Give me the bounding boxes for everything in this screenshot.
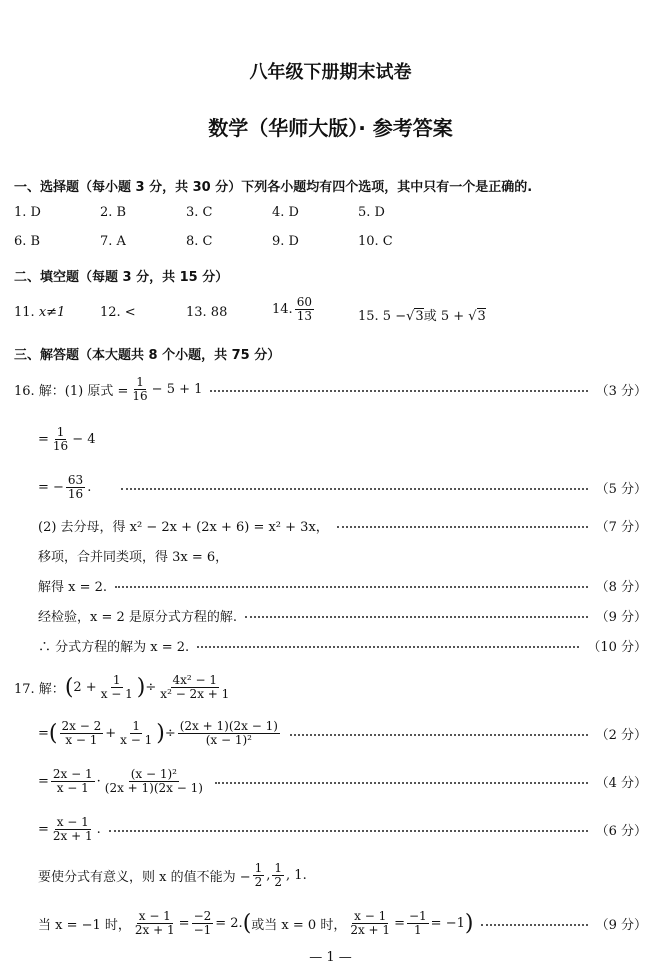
q17-line3: = $\frac{2x - 1}{x - 1}$ · $\frac{\text{(x − 1)²}}{(2x + 1)(2x - 1)}$ （4 分） [38,766,647,795]
answer-13: 13. 88 [186,305,228,320]
answer-9: 9. D [272,234,299,249]
answer-1: 1. D [14,205,41,220]
answer-4: 4. D [272,205,299,220]
section3-heading: 三、解答题（本大题共 8 个小题，共 75 分） [14,348,281,363]
leader-dots [210,390,587,392]
q16-line4: (2) 去分母，得 x² − 2x + (2x + 6) = x² + 3x， （7 分） [38,519,647,535]
answer-14 [272,296,316,322]
q17-line5: 要使分式有意义，则 x 的值不能为 − $\frac{1}{2}$ , $\frac{1}{2}$ , 1. [38,860,307,889]
q17-line1: 17. 解： ( 2 + $\frac{1}{x - 1}$ ) ÷ $\frac{\text{4x² − 1}}{\text{x² − 2x + 1}}$ [14,672,230,701]
answer-11-label: 11. [14,305,35,320]
answer-12: 12. < [100,305,136,320]
answer-8: 8. C [186,234,213,249]
q16-line3: = − $\frac{63}{16}$ . （5 分） [38,472,647,501]
page-number: — 1 — [309,950,352,965]
answer-2: 2. B [100,205,127,220]
q16-line6: 解得 x = 2. （8 分） [38,579,647,595]
answer-3: 3. C [186,205,213,220]
answer-5: 5. D [358,205,385,220]
answer-14-label: 14. [272,301,293,317]
score: （3 分） [595,383,647,399]
q17-line6: 当 x = −1 时， $\frac{x - 1}{2x + 1}$ = $\frac{-2}{-1}$ = 2. ( 或当 x = 0 时， $\frac{x - 1}{2x + 1}$ = $\frac{-1}{1}$ = −1 ) （9 分） [38,908,647,937]
answer-7: 7. A [100,234,126,249]
q16-line2: = $\frac{1}{16}$ − 4 [38,424,96,453]
document-title: 八年级下册期末试卷 [249,62,412,83]
q16-line1: 16. 解：(1) 原式 = $\frac{1}{16}$ − 5 + 1 （3 分） [14,374,647,403]
answer-10: 10. C [358,234,393,249]
q16-line7: 经检验，x = 2 是原分式方程的解. （9 分） [38,609,647,625]
answer-11-value: x≠1 [38,305,66,320]
answer-15: 15. 5 −√3或 5 + √3 [358,309,486,324]
section2-heading: 二、填空题（每题 3 分，共 15 分） [14,270,229,285]
answer-6: 6. B [14,234,41,249]
document-subtitle: 数学（华师大版）· 参考答案 [208,116,453,140]
fraction: $\frac{60}{13}$ [296,295,312,323]
q17-line4: = $\frac{x - 1}{2x + 1}$ . （6 分） [38,814,647,843]
answer-11 [14,305,65,320]
q16-line5: 移项，合并同类项，得 3x = 6， [38,549,229,565]
q17-line2: = ( $\frac{2x - 2}{x - 1}$ + $\frac{1}{x - 1}$ ) ÷ $\frac{(2x + 1)(2x - 1)}{\text{(x − 1)²}}$ （2 分） [38,718,647,747]
q16-line8: ∴ 分式方程的解为 x = 2. （10 分） [38,639,647,655]
section1-heading: 一、选择题（每小题 3 分，共 30 分）下列各小题均有四个选项，其中只有一个是正确的. [14,180,533,195]
